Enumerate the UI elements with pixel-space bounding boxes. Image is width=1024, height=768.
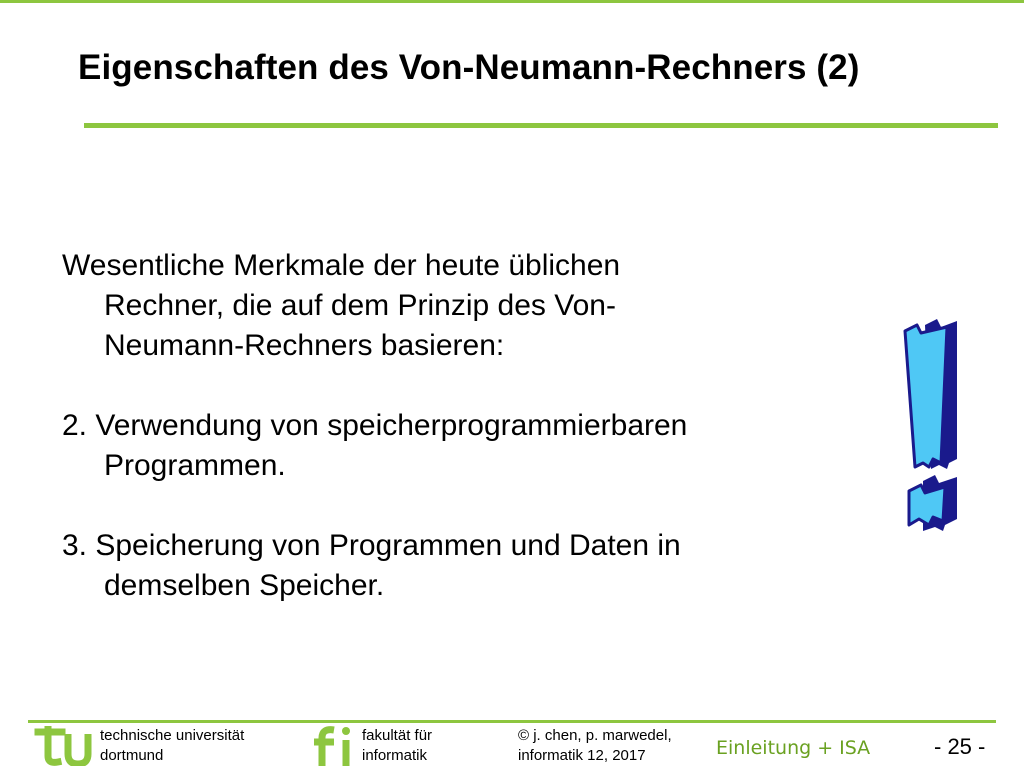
topic-label: Einleitung + ISA [716,737,871,759]
list-item [62,526,842,606]
item-3-line-2: demselben Speicher. [104,569,385,602]
footer [0,724,1024,768]
intro-line-3: Neumann-Rechners basieren: [104,329,505,362]
top-accent-line [0,0,1024,3]
faculty-name: fakultät für informatik [362,727,433,764]
item-2-line-1: 2. Verwendung von speicherprogrammierbaren [62,409,688,442]
slide-title: Eigenschaften des Von-Neumann-Rechners (2) [78,48,860,87]
copyright-notice: © j. chen, p. marwedel, informatik 12, 2017 [518,727,672,764]
slide-body [62,246,842,606]
university-name: technische universität dortmund [100,727,245,764]
tu-logo-icon [34,726,94,766]
fi-logo-icon [312,726,356,766]
page-number: - 25 - [934,734,986,759]
title-underline [84,123,998,128]
footer-rule [28,720,996,723]
item-2-line-2: Programmen. [104,449,286,482]
intro-paragraph [62,246,842,366]
exclamation-mark-icon [895,313,965,533]
intro-line-1: Wesentliche Merkmale der heute üblichen [62,249,621,282]
list-item [62,406,842,486]
intro-line-2: Rechner, die auf dem Prinzip des Von- [104,289,616,322]
item-3-line-1: 3. Speicherung von Programmen und Daten in [62,529,681,562]
